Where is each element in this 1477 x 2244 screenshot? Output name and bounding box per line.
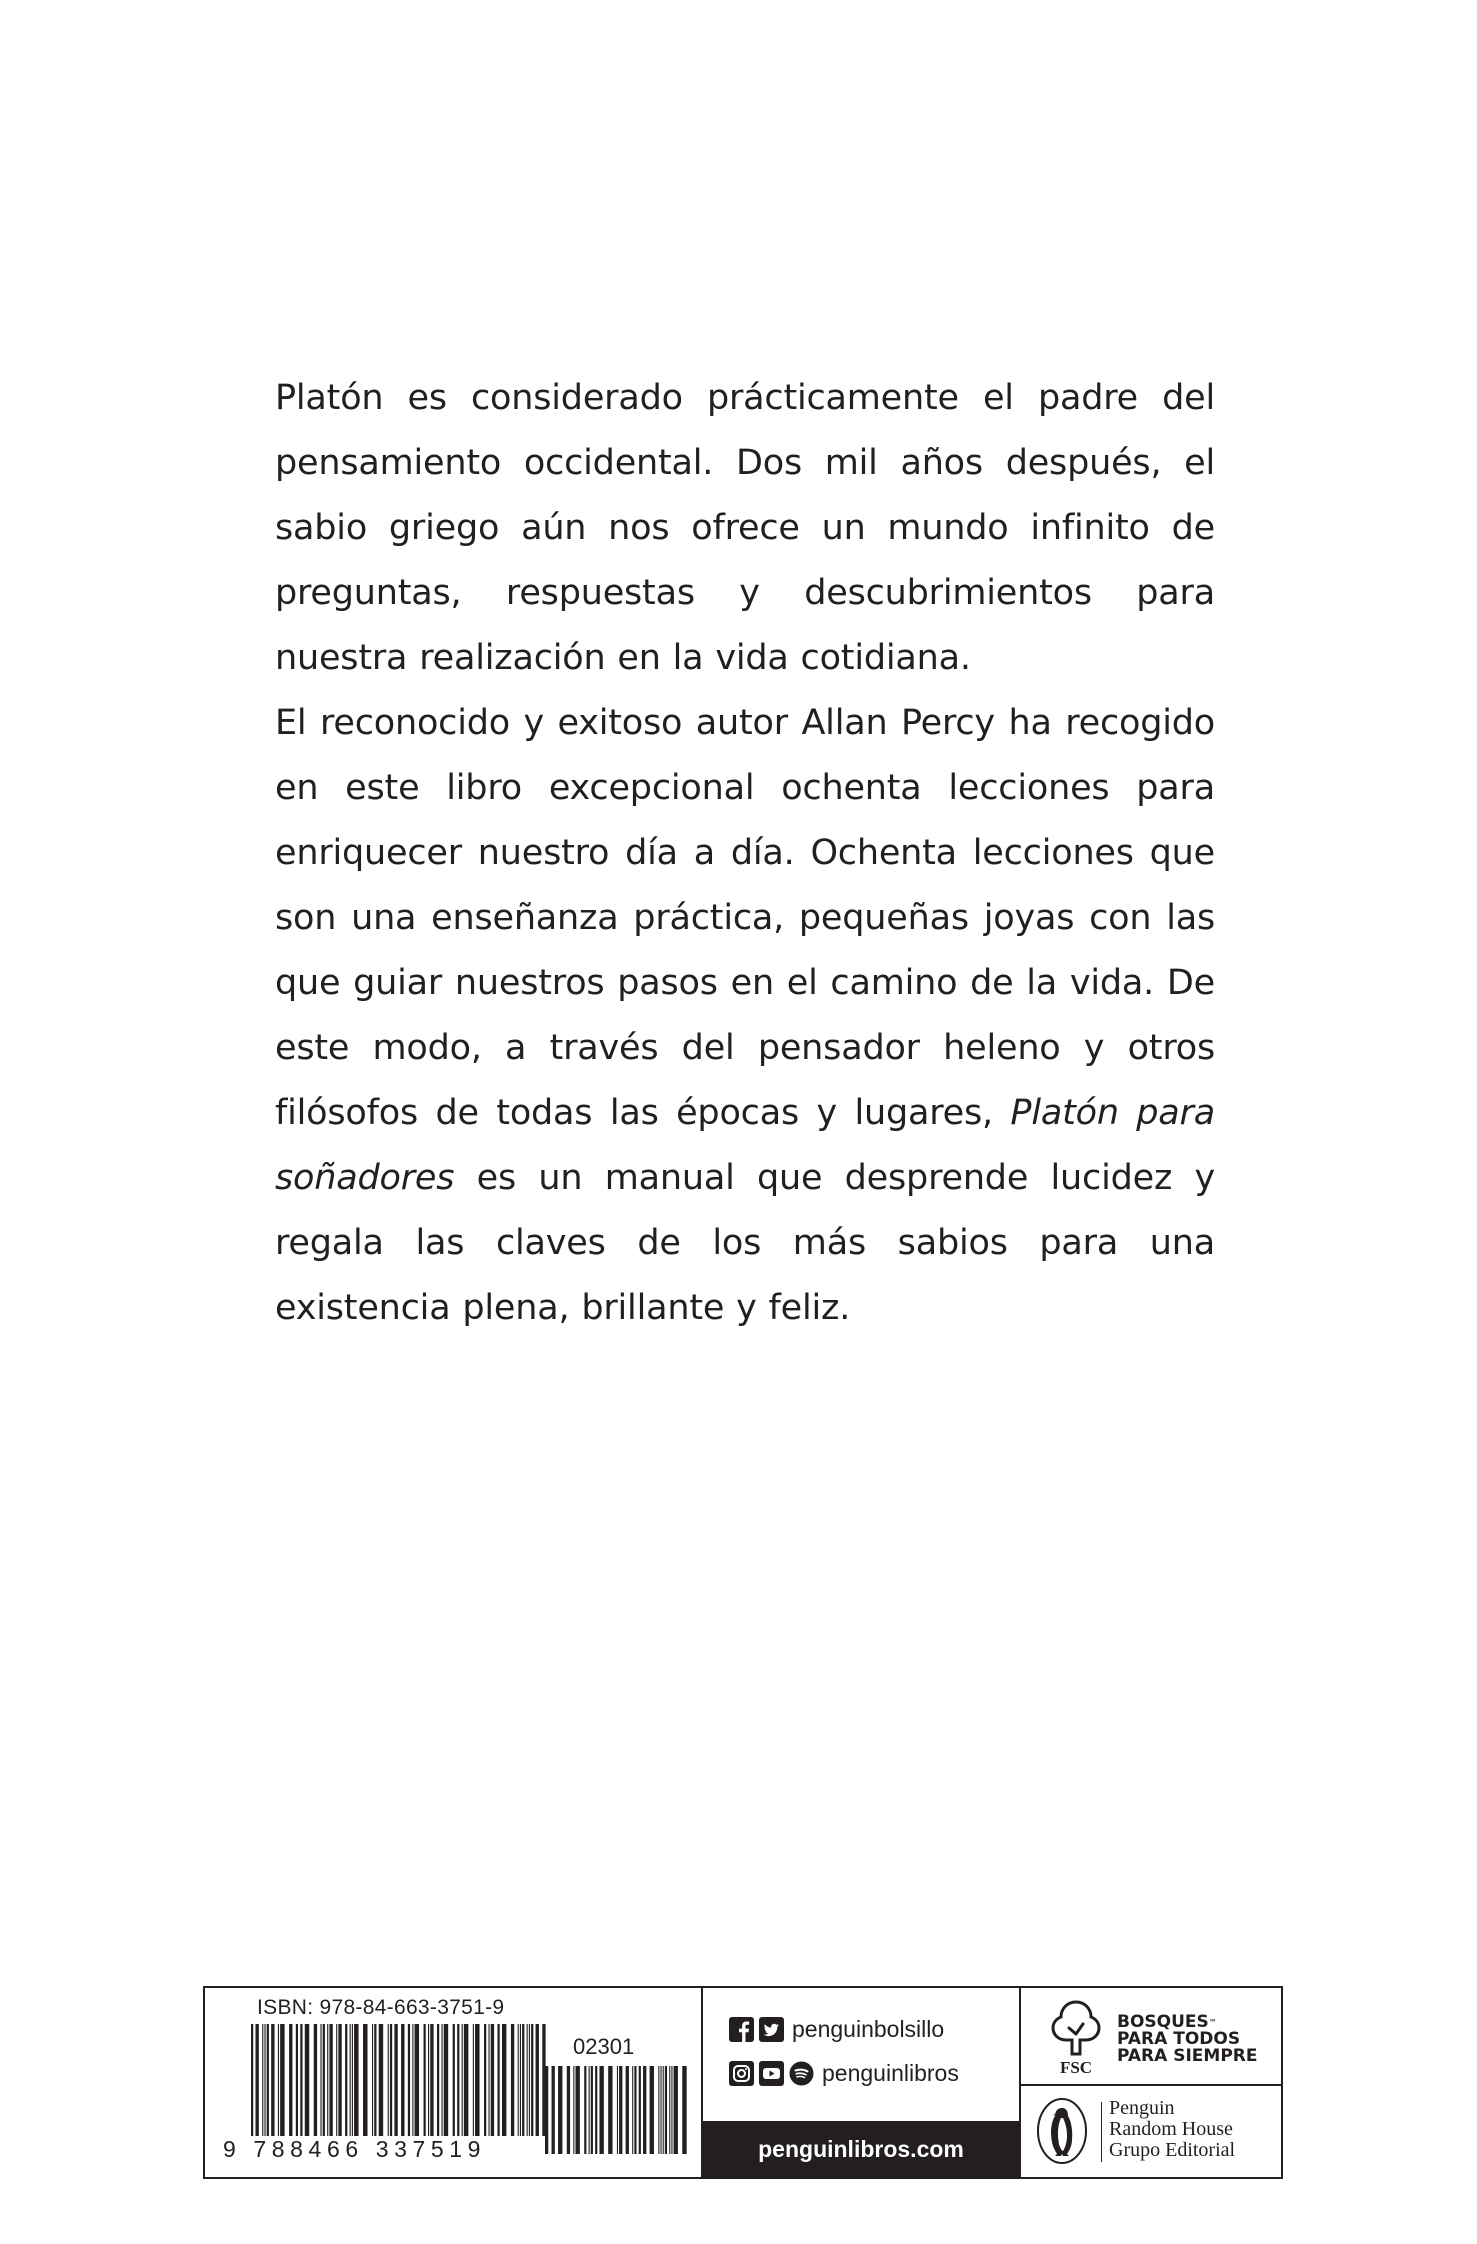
spotify-icon[interactable]: [789, 2061, 814, 2086]
prh-divider: [1101, 2102, 1102, 2162]
prh-line-1: Penguin: [1109, 2097, 1175, 2119]
bosques-word: BOSQUES: [1117, 2012, 1209, 2032]
trademark-mark: ™: [1208, 2018, 1217, 2027]
blurb-paragraph-2: [275, 691, 1215, 1341]
handle-penguinlibros[interactable]: penguinlibros: [822, 2059, 959, 2086]
prh-line-3: Grupo Editorial: [1109, 2139, 1236, 2161]
price-code: 02301: [573, 2034, 635, 2059]
certification-panel: [1021, 1988, 1281, 2177]
prh-block: [1021, 2084, 1281, 2177]
blurb-p2-end: es un manual que desprende lucidez y regala las claves de los más sabios para una existencia plena, brillante y feliz.: [275, 1158, 1215, 1328]
bosques-line-2: PARA TODOS: [1117, 2029, 1241, 2049]
instagram-icon[interactable]: [729, 2061, 754, 2086]
facebook-icon[interactable]: [729, 2017, 754, 2042]
youtube-icon[interactable]: [759, 2061, 784, 2086]
social-panel: [703, 1988, 1021, 2177]
bosques-text: [1117, 2014, 1257, 2065]
blurb-p2-start: El reconocido y exitoso autor Allan Percy ha recogido en este libro excepcional ochenta lecciones para enriquecer nuestro día a día. Ochenta lecciones que son una enseñanza práctica, pequeñas joyas con las que guiar nuestros pasos en el camino de la vida. De este modo, a través del pensador heleno y otros filósofos de todas las épocas y lugares,: [275, 703, 1215, 1133]
back-cover-blurb: [275, 366, 1215, 1341]
isbn-label: ISBN: 978-84-663-3751-9: [257, 1996, 505, 2019]
ean-barcode-icon: [251, 2024, 549, 2136]
website-link[interactable]: penguinlibros.com: [758, 2135, 964, 2162]
fsc-label: FSC: [1059, 2058, 1093, 2076]
book-title-italic: Platón para soñadores: [275, 1093, 1215, 1198]
twitter-icon[interactable]: [759, 2017, 784, 2042]
publisher-footer-box: [203, 1986, 1283, 2179]
barcode-digits: 9 788466 337519: [223, 2136, 487, 2162]
prh-text: [1109, 2098, 1235, 2161]
prh-line-2: Random House: [1109, 2118, 1233, 2140]
fsc-tree-icon: [1047, 1998, 1105, 2076]
social-row-bolsillo: [729, 2014, 944, 2044]
handle-penguinbolsillo[interactable]: penguinbolsillo: [792, 2015, 945, 2042]
social-row-libros: [729, 2058, 959, 2088]
fsc-block: [1021, 1988, 1281, 2086]
bosques-line-3: PARA SIEMPRE: [1117, 2046, 1258, 2066]
penguin-logo-icon: [1035, 2096, 1089, 2166]
blurb-paragraph-1: Platón es considerado prácticamente el padre del pensamiento occidental. Dos mil años después, el sabio griego aún nos ofrece un mundo infinito de preguntas, respuestas y descubrimientos para nuestra realización en la vida cotidiana.: [275, 378, 1215, 678]
addon-barcode-icon: [545, 2066, 691, 2154]
website-bar: [703, 2121, 1019, 2177]
barcode-panel: [205, 1988, 703, 2177]
